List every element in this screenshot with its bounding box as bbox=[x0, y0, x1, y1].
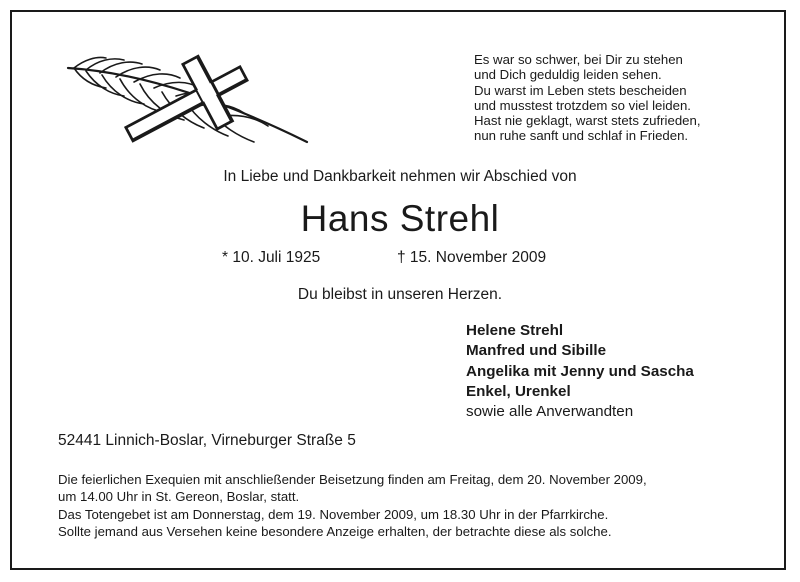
mourner-name: Enkel, Urenkel bbox=[466, 382, 571, 400]
poem-line: und Dich geduldig leiden sehen. bbox=[474, 67, 662, 83]
intro-text: In Liebe und Dankbarkeit nehmen wir Abschied von bbox=[223, 168, 577, 185]
birth-date: * 10. Juli 1925 bbox=[222, 249, 321, 266]
mourners-closing: sowie alle Anverwandten bbox=[466, 403, 634, 421]
address: 52441 Linnich-Boslar, Virneburger Straße 5 bbox=[58, 432, 356, 449]
details-line: Das Totengebet ist am Donnerstag, dem 19. November 2009, um 18.30 Uhr in der Pfarrkirche. bbox=[58, 506, 609, 522]
motto: Du bleibst in unseren Herzen. bbox=[297, 286, 503, 303]
poem bbox=[474, 52, 701, 144]
mourner-name: Manfred und Sibille bbox=[466, 342, 607, 360]
mourner-name: Angelika mit Jenny und Sascha bbox=[466, 362, 694, 380]
deceased-name: Hans Strehl bbox=[300, 198, 500, 239]
mourner-name: Helene Strehl bbox=[466, 322, 564, 339]
poem-line: Du warst im Leben stets bescheiden bbox=[474, 82, 687, 98]
details-line: um 14.00 Uhr in St. Gereon, Boslar, statt. bbox=[58, 489, 300, 505]
cross-with-palm-frond-icon bbox=[62, 50, 312, 150]
death-date: † 15. November 2009 bbox=[397, 249, 547, 266]
details-line: Die feierlichen Exequien mit anschließender Beisetzung finden am Freitag, dem 20. November 2009, bbox=[58, 472, 647, 487]
details-line: Sollte jemand aus Versehen keine besondere Anzeige erhalten, der betrachte diese als solche. bbox=[58, 523, 612, 539]
poem-line: Es war so schwer, bei Dir zu stehen bbox=[474, 52, 683, 67]
service-details bbox=[58, 471, 647, 540]
poem-line: nun ruhe sanft und schlaf in Frieden. bbox=[474, 128, 689, 144]
poem-line: und musstest trotzdem so viel leiden. bbox=[474, 97, 691, 113]
mourners-list bbox=[466, 321, 694, 422]
poem-line: Hast nie geklagt, warst stets zufrieden, bbox=[474, 113, 701, 129]
